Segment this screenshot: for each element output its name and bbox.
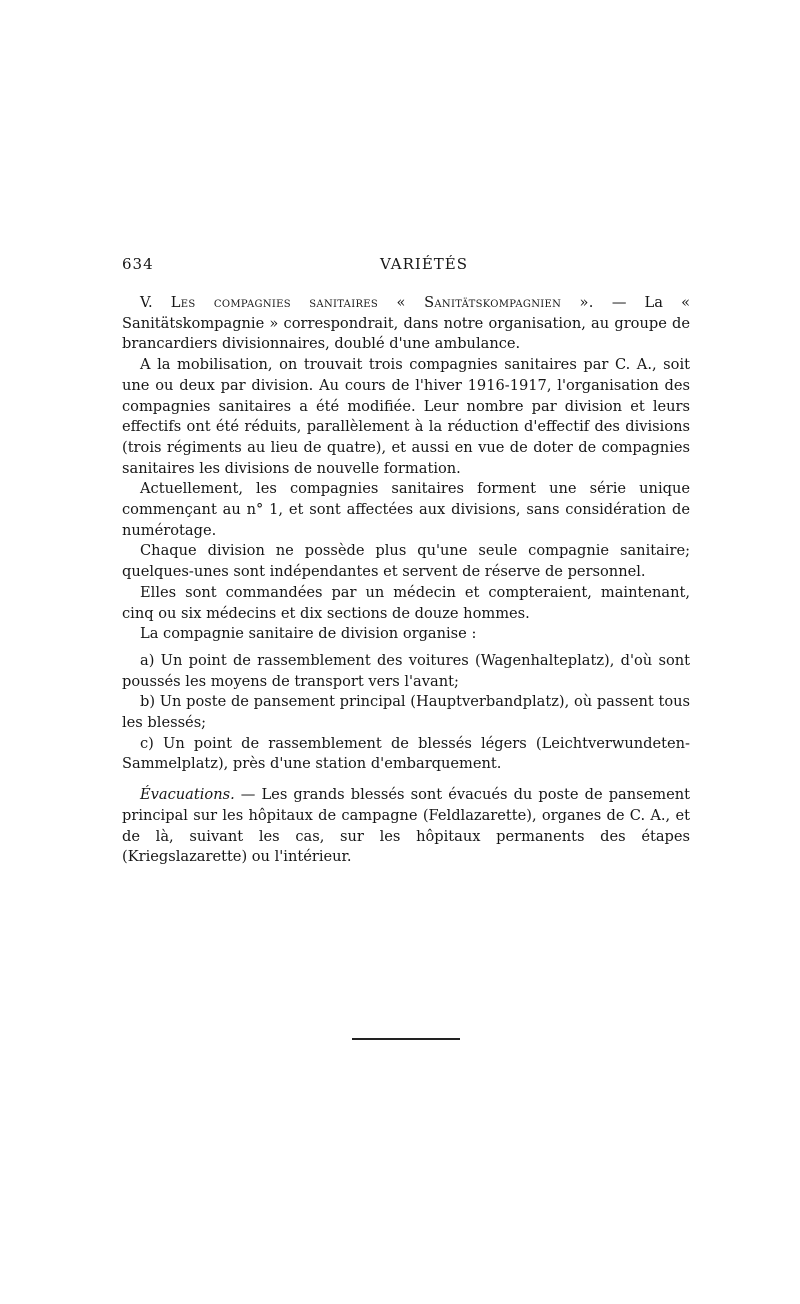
paragraph-evacuations <box>122 785 690 868</box>
evacuations-text: — Les grands blessés sont évacués du poste de pansement principal sur les hôpitaux de campagne (Feldlazarette), organes de C. A., et de là, suivant les cas, sur les hôpitaux permanents des étapes (Kriegslazarette) ou l'intérieur. <box>122 786 690 866</box>
section-number: V. <box>140 294 171 311</box>
section-heading: Les compagnies sanitaires « Sanitätskompagnien ». <box>170 294 594 311</box>
page-header <box>118 255 690 281</box>
paragraph-actuellement: Actuellement, les compagnies sanitaires forment une série unique commençant au n° 1, et sont affectées aux divisions, sans considération de numérotage. <box>122 480 690 539</box>
paragraph-mobilisation: A la mobilisation, on trouvait trois compagnies sanitaires par C. A., soit une ou deux par division. Au cours de l'hiver 1916-1917, l'organisation des compagnies sanitaires a été modifiée. Leur nombre par division et leurs effectifs ont été réduits, parallèlement à la réduction d'effectif des divisions (trois régiments au lieu de quatre), et aussi en vue de doter de compagnies sanitaires les divisions de nouvelle formation. <box>122 356 690 477</box>
paragraph-commandement: Elles sont commandées par un médecin et compteraient, maintenant, cinq ou six médecins et dix sections de douze hommes. <box>122 583 690 622</box>
paragraph-organise: La compagnie sanitaire de division organise : <box>140 625 477 643</box>
evacuations-label: Évacuations. <box>140 786 235 804</box>
list-item-b: b) Un poste de pansement principal (Hauptverbandplatz), où passent tous les blessés; <box>122 693 690 732</box>
section-intro <box>122 293 690 355</box>
list-item-c: c) Un point de rassemblement de blessés légers (Leichtverwundeten-Sammelplatz), près d'une station d'embarquement. <box>122 734 690 773</box>
body-text <box>122 293 690 868</box>
list-item-a: a) Un point de rassemblement des voitures (Wagenhalteplatz), d'où sont poussés les moyens de transport vers l'avant; <box>122 651 690 690</box>
section-intro-text: — La « Sanitätskompagnie » correspondrait, dans notre organisation, au groupe de brancardiers divisionnaires, doublé d'une ambulance. <box>122 294 690 353</box>
page-number: 634 <box>122 255 154 273</box>
running-title: VARIÉTÉS <box>379 255 469 273</box>
section-end-rule <box>352 1038 460 1040</box>
paragraph-chaque-division: Chaque division ne possède plus qu'une seule compagnie sanitaire; quelques-unes sont indépendantes et servent de réserve de personnel. <box>122 542 690 581</box>
